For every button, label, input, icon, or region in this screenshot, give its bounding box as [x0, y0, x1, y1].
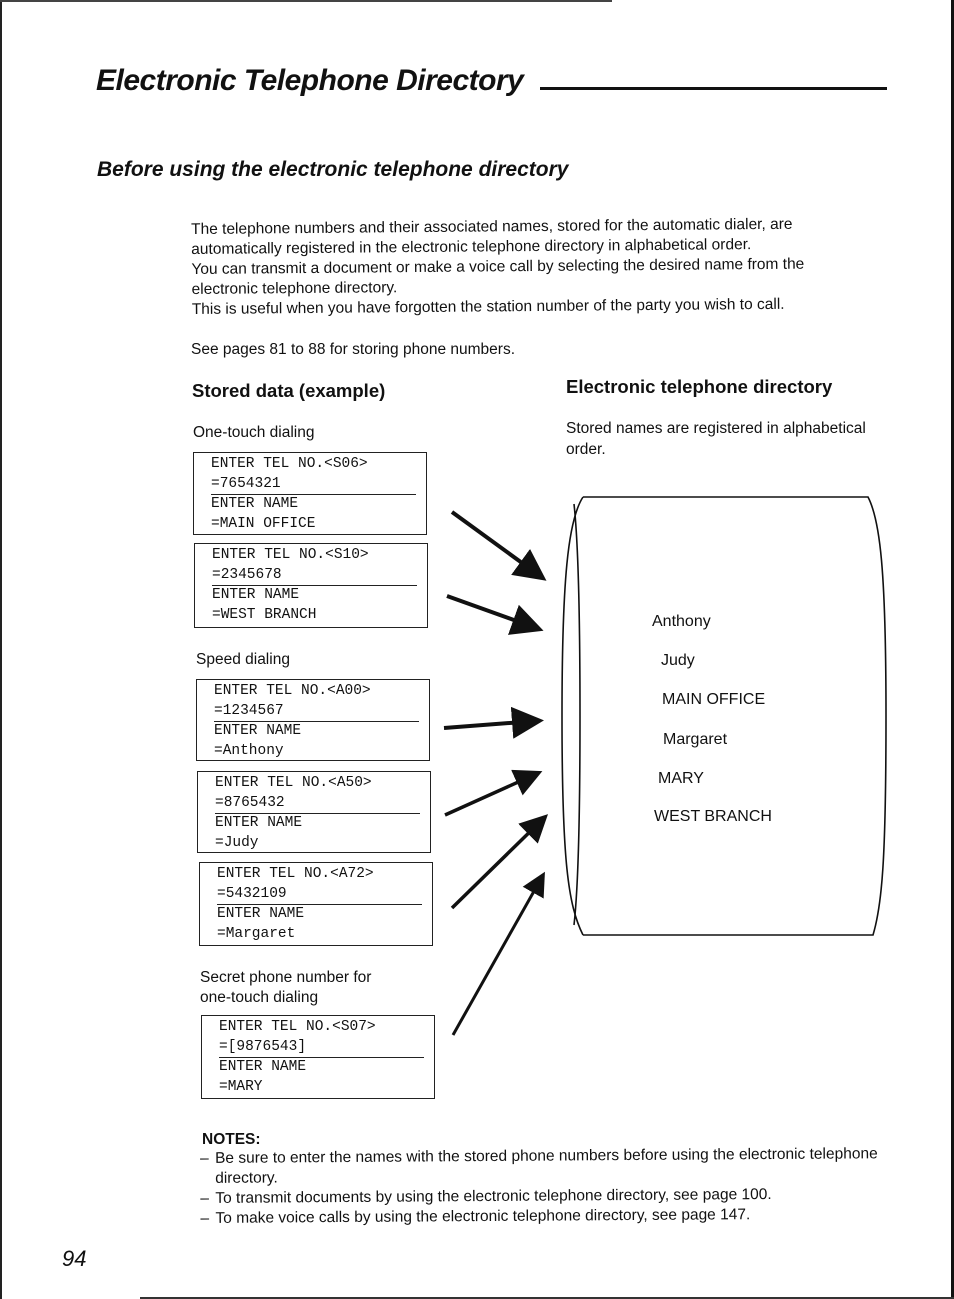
see-pages-reference: See pages 81 to 88 for storing phone numbers.	[191, 341, 515, 358]
lcd-line: =[9876543]	[219, 1038, 424, 1059]
lcd-line: ENTER NAME	[211, 496, 299, 512]
lcd-line: ENTER NAME	[214, 723, 302, 739]
electronic-directory-list	[566, 495, 891, 937]
lcd-line: =5432109	[217, 885, 422, 906]
arrow-icon	[452, 819, 543, 908]
lcd-line: =8765432	[215, 794, 420, 815]
section-title: Before using the electronic telephone directory	[97, 158, 569, 181]
lcd-line: =Margaret	[217, 925, 296, 942]
lcd-line: =1234567	[214, 702, 419, 723]
intro-paragraph: The telephone numbers and their associated names, stored for the automatic dialer, are automatically registered in the electronic telephone directory in alphabetical order.	[191, 215, 793, 258]
stored-data-heading: Stored data (example)	[192, 380, 386, 401]
lcd-line: =MAIN OFFICE	[211, 515, 316, 532]
lcd-line: ENTER TEL NO.<S10>	[212, 547, 369, 563]
directory-entry: Anthony	[652, 613, 711, 630]
lcd-line: =Judy	[215, 834, 259, 851]
secret-number-label: Secret phone number for	[200, 969, 372, 986]
notes-section	[202, 1131, 882, 1229]
notes-title: NOTES:	[202, 1131, 261, 1148]
arrow-icon	[447, 596, 536, 628]
notes-list	[200, 1144, 883, 1229]
intro-paragraph: This is useful when you have forgotten the station number of the party you wish to call.	[191, 295, 785, 318]
one-touch-label: One-touch dialing	[193, 424, 315, 441]
lcd-line: ENTER TEL NO.<A00>	[214, 683, 371, 699]
directory-entry: MAIN OFFICE	[662, 691, 766, 708]
lcd-line: ENTER TEL NO.<A72>	[217, 866, 374, 882]
note-item: – Be sure to enter the names with the stored phone numbers before using the electronic telephone directory.	[200, 1144, 882, 1189]
lcd-line: ENTER NAME	[219, 1059, 307, 1075]
page-number: 94	[62, 1246, 87, 1271]
lcd-line: ENTER TEL NO.<S07>	[219, 1019, 376, 1035]
intro-paragraph: You can transmit a document or make a voice call by selecting the desired name from the electronic telephone directory.	[191, 255, 805, 298]
directory-heading: Electronic telephone directory	[566, 376, 833, 397]
page-title: Electronic Telephone Directory	[96, 64, 524, 97]
arrow-icon	[453, 877, 542, 1035]
speed-dialing-label: Speed dialing	[196, 651, 290, 668]
lcd-line: ENTER NAME	[215, 815, 303, 831]
directory-entry: Judy	[661, 652, 695, 669]
directory-entry: WEST BRANCH	[654, 808, 772, 825]
arrow-icon	[452, 512, 540, 576]
lcd-line: ENTER TEL NO.<A50>	[215, 775, 372, 791]
lcd-line: =2345678	[212, 566, 417, 587]
directory-description: Stored names are registered in alphabetical order.	[566, 420, 866, 458]
directory-entry: Margaret	[663, 731, 728, 748]
note-item: – To transmit documents by using the electronic telephone directory, see page 100.	[200, 1184, 882, 1209]
arrow-icon	[445, 774, 536, 815]
lcd-line: =MARY	[219, 1078, 263, 1095]
note-item: – To make voice calls by using the electronic telephone directory, see page 147.	[200, 1204, 882, 1229]
arrow-icon	[444, 721, 536, 728]
secret-number-label: one-touch dialing	[200, 989, 319, 1006]
directory-entry: MARY	[658, 770, 704, 787]
lcd-line: ENTER NAME	[212, 587, 300, 603]
lcd-line: ENTER TEL NO.<S06>	[211, 456, 368, 472]
lcd-line: ENTER NAME	[217, 906, 305, 922]
lcd-line: =Anthony	[214, 742, 284, 759]
lcd-line: =WEST BRANCH	[212, 606, 317, 623]
lcd-line: =7654321	[211, 475, 416, 496]
